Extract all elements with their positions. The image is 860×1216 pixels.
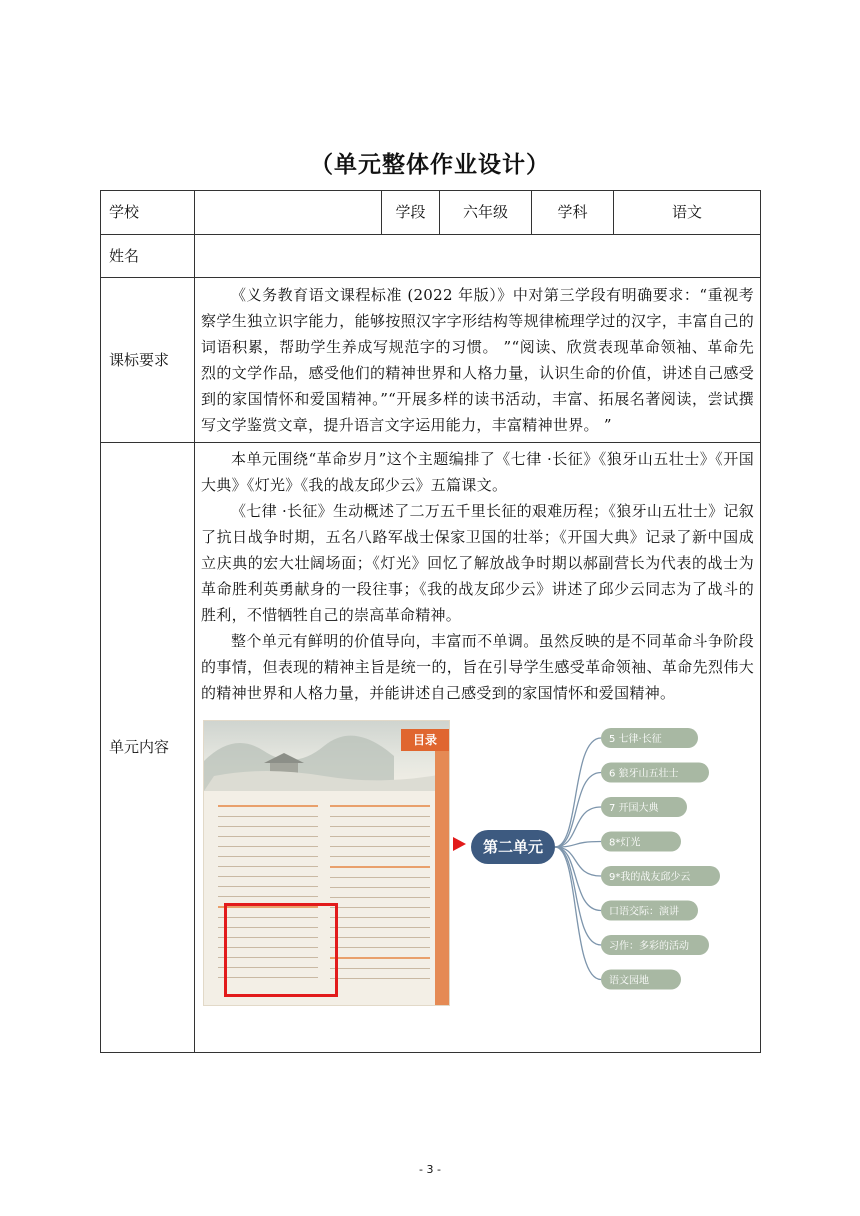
unit-label: 单元内容 [101, 443, 195, 1053]
mind-item-label: 6 狼牙山五壮士 [609, 768, 679, 780]
mind-item-label: 习作：多彩的活动 [609, 941, 689, 952]
mind-branch [555, 847, 601, 911]
unit-figure [201, 716, 741, 1016]
page-number: - 3 - [419, 1163, 441, 1176]
design-form-table [100, 190, 761, 1053]
page-title: （单元整体作业设计） [310, 152, 550, 178]
row-unit-content [101, 443, 761, 1053]
name-label: 姓名 [101, 235, 195, 278]
stage-value: 六年级 [440, 191, 532, 235]
mind-items [601, 728, 720, 990]
stage-label: 学段 [382, 191, 440, 235]
mind-item-label: 7 开国大典 [609, 803, 659, 814]
mind-item-label: 5 七律·长征 [609, 734, 662, 745]
textbook-toc-image [203, 720, 450, 1006]
mind-map [451, 716, 741, 1016]
mind-branch [555, 738, 601, 847]
mind-item-label: 9*我的战友邱少云 [609, 872, 691, 883]
subject-label: 学科 [532, 191, 614, 235]
mind-item-label: 口语交际：演讲 [609, 906, 679, 918]
book-spine [435, 751, 449, 1005]
name-value-cell[interactable] [195, 235, 761, 278]
unit-paragraph-3: 整个单元有鲜明的价值导向，丰富而不单调。虽然反映的是不同革命斗争阶段的事情，但表现的精神主旨是统一的，旨在引导学生感受革命领袖、革命先烈伟大的精神世界和人格力量，并能讲述自己感受到的家国情怀和爱国精神。 [201, 632, 754, 702]
subject-value: 语文 [614, 191, 761, 235]
standard-text: 《义务教育语文课程标准 (2022 年版）》中对第三学段有明确要求：“重视考察学生独立识字能力，能够按照汉字字形结构等规律梳理学过的汉字，丰富自己的词语积累，帮助学生养成写规范字的习惯。 ”“阅读、欣赏表现革命领袖、革命先烈的文学作品，感受他们的精神世界和人格力量，认识生命的价值，讲述自己感受到的家国情怀和爱国精神。”“开展多样的读书活动，丰富、拓展名著阅读，尝试撰写文学鉴赏文章，提升语言文字运用能力，丰富精神世界。 ” [201, 286, 754, 434]
row-standard [101, 278, 761, 443]
mind-branch [555, 847, 601, 945]
mind-center-label: 第二单元 [482, 838, 544, 856]
unit-content-cell [195, 443, 761, 1053]
unit-paragraph-1: 本单元围绕“革命岁月”这个主题编排了《七律 ·长征》《狼牙山五壮士》《开国大典》《灯光》《我的战友邱少云》五篇课文。 [201, 450, 754, 494]
unit-paragraph-2: 《七律 ·长征》生动概述了二万五千里长征的艰难历程；《狼牙山五壮士》记叙了抗日战争时期，五名八路军战士保家卫国的壮举；《开国大典》记录了新中国成立庆典的宏大壮阔场面；《灯光》回忆了解放战争时期以郝副营长为代表的战士为革命胜利英勇献身的一段往事；《我的战友邱少云》讲述了邱少云同志为了战斗的胜利，不惜牺牲自己的崇高革命精神。 [201, 502, 754, 624]
mind-item-label: 语文园地 [609, 975, 649, 987]
standard-label: 课标要求 [101, 278, 195, 443]
mind-item-label: 8*灯光 [609, 837, 641, 849]
mind-branch [555, 847, 601, 980]
row-school [101, 191, 761, 235]
mind-branches [555, 738, 601, 980]
highlight-arrow-head [453, 837, 466, 851]
school-label: 学校 [101, 191, 195, 235]
row-name [101, 235, 761, 278]
standard-cell [195, 278, 761, 443]
toc-column-right [330, 805, 430, 988]
mind-branch [555, 807, 601, 847]
toc-tag: 目录 [401, 729, 449, 751]
school-value-cell[interactable] [195, 191, 382, 235]
highlight-box [224, 903, 338, 997]
